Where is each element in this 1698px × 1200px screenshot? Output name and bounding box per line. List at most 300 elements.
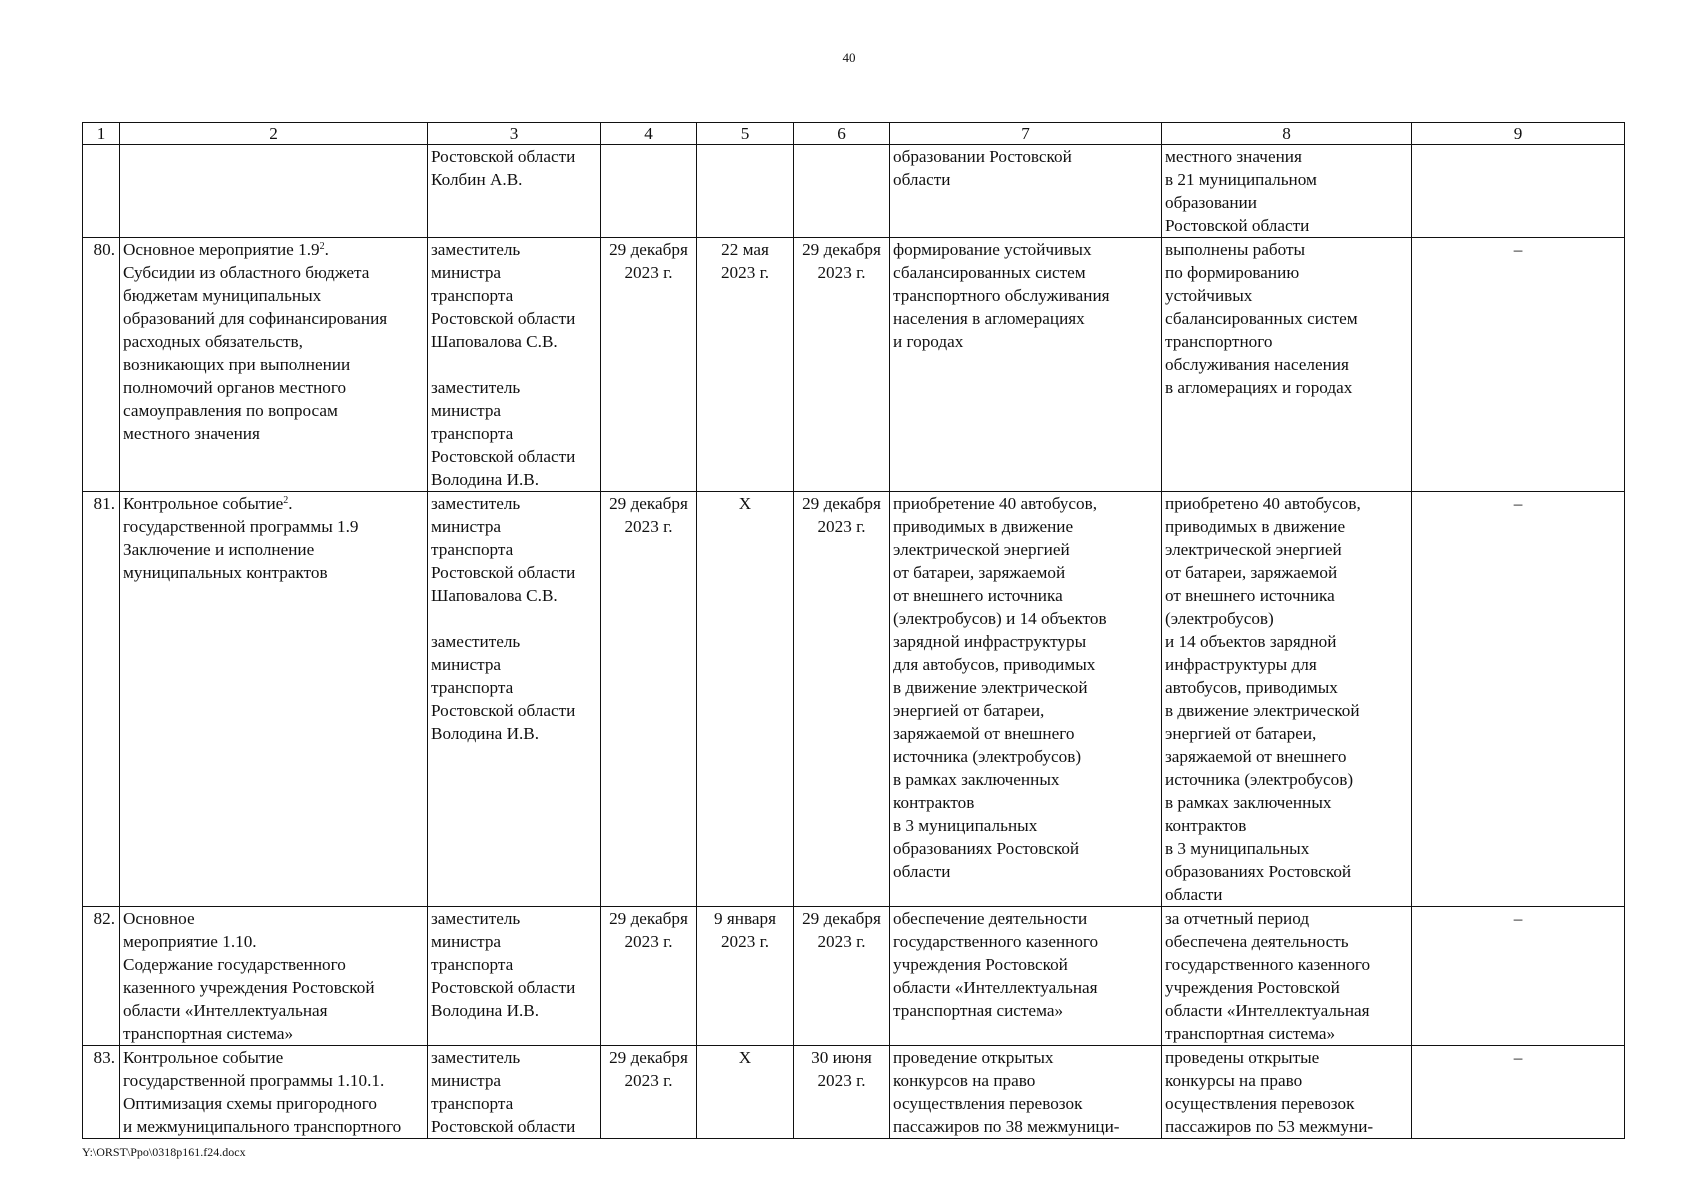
cell-text-line bbox=[795, 515, 888, 538]
cell-text: государственного казенного bbox=[1165, 955, 1371, 974]
actual-date-cell bbox=[794, 907, 890, 1046]
header-col-6: 6 bbox=[794, 123, 890, 145]
cell-text: министра bbox=[431, 401, 502, 420]
cell-text-line bbox=[431, 238, 597, 261]
cell-text-line bbox=[1165, 330, 1408, 353]
planned-date-cell bbox=[601, 238, 697, 492]
cell-text-line bbox=[123, 515, 424, 538]
cell-text-line bbox=[602, 261, 695, 284]
note-cell: – bbox=[1412, 238, 1625, 492]
cell-text-line bbox=[123, 284, 424, 307]
cell-text: и 14 объектов зарядной bbox=[1165, 632, 1337, 651]
cell-text-line bbox=[1165, 238, 1408, 261]
cell-text-line bbox=[123, 907, 424, 930]
cell-text-line bbox=[795, 261, 888, 284]
cell-text: муниципальных контрактов bbox=[123, 563, 328, 582]
cell-text: пассажиров по 53 межмуни- bbox=[1165, 1117, 1374, 1136]
cell-text-line bbox=[893, 1069, 1158, 1092]
planned-result-cell bbox=[890, 492, 1162, 907]
responsible-cell bbox=[428, 492, 601, 907]
start-date-cell bbox=[697, 238, 794, 492]
cell-text: осуществления перевозок bbox=[1165, 1094, 1355, 1113]
cell-text: транспорта bbox=[431, 678, 514, 697]
superscript-suffix: . bbox=[324, 240, 329, 259]
cell-text: 9 января bbox=[713, 909, 776, 928]
cell-text: Содержание государственного bbox=[123, 955, 346, 974]
cell-text: в 21 муниципальном bbox=[1165, 170, 1317, 189]
cell-text-line bbox=[893, 607, 1158, 630]
cell-text-line bbox=[893, 1046, 1158, 1069]
cell-text: выполнены работы bbox=[1165, 240, 1306, 259]
cell-text: Ростовской области bbox=[431, 1117, 576, 1136]
actual-date-cell bbox=[794, 492, 890, 907]
cell-text-line bbox=[123, 1069, 424, 1092]
cell-text: заместитель bbox=[431, 632, 521, 651]
cell-text: автобусов, приводимых bbox=[1165, 678, 1338, 697]
cell-text: заряжаемой от внешнего bbox=[1165, 747, 1347, 766]
cell-text-line bbox=[123, 353, 424, 376]
cell-text: Володина И.В. bbox=[431, 470, 540, 489]
cell-text-line bbox=[431, 676, 597, 699]
cell-text: Шаповалова С.В. bbox=[431, 332, 558, 351]
cell-text: транспорта bbox=[431, 424, 514, 443]
cell-text: 2023 г. bbox=[624, 263, 673, 282]
cell-text: Ростовской области bbox=[431, 701, 576, 720]
cell-text: Володина И.В. bbox=[431, 1001, 540, 1020]
cell-text-line bbox=[1165, 953, 1408, 976]
cell-text-line bbox=[698, 930, 792, 953]
cell-text-line bbox=[1165, 1092, 1408, 1115]
header-col-4: 4 bbox=[601, 123, 697, 145]
cell-text-line bbox=[1165, 284, 1408, 307]
cell-text-line bbox=[1165, 1046, 1408, 1069]
cell-text: Ростовской области bbox=[431, 978, 576, 997]
cell-text: приобретение 40 автобусов, bbox=[893, 494, 1098, 513]
cell-text-line bbox=[431, 515, 597, 538]
cell-text: Субсидии из областного бюджета bbox=[123, 263, 370, 282]
note-cell bbox=[1412, 145, 1625, 238]
cell-text: министра bbox=[431, 1071, 502, 1090]
superscript: 2 bbox=[319, 241, 325, 252]
cell-text-line bbox=[795, 492, 888, 515]
cell-text: 2023 г. bbox=[624, 932, 673, 951]
table-row bbox=[83, 238, 1625, 492]
cell-text: от батареи, заряжаемой bbox=[893, 563, 1066, 582]
cell-text-line bbox=[1165, 791, 1408, 814]
cell-text: возникающих при выполнении bbox=[123, 355, 351, 374]
cell-text-line bbox=[893, 492, 1158, 515]
cell-text-line bbox=[1165, 653, 1408, 676]
cell-text: для автобусов, приводимых bbox=[893, 655, 1096, 674]
cell-text: формирование устойчивых bbox=[893, 240, 1092, 259]
cell-text: области bbox=[893, 862, 951, 881]
cell-text: области «Интеллектуальная bbox=[893, 978, 1098, 997]
table-row bbox=[83, 492, 1625, 907]
cell-text-line bbox=[1165, 214, 1408, 237]
cell-text: заместитель bbox=[431, 240, 521, 259]
row-number: 82. bbox=[83, 907, 120, 1046]
cell-text-line bbox=[431, 492, 597, 515]
cell-text: 29 декабря bbox=[802, 240, 881, 259]
cell-text-line bbox=[893, 515, 1158, 538]
cell-text-line bbox=[123, 376, 424, 399]
cell-text-line bbox=[893, 676, 1158, 699]
cell-text: транспортная система» bbox=[123, 1024, 294, 1043]
cell-text-line bbox=[893, 630, 1158, 653]
cell-text-line bbox=[431, 561, 597, 584]
cell-text-line bbox=[1165, 837, 1408, 860]
cell-text: самоуправления по вопросам bbox=[123, 401, 338, 420]
cell-text-line bbox=[602, 907, 695, 930]
cell-text-line bbox=[123, 1092, 424, 1115]
event-name-cell bbox=[120, 1046, 428, 1139]
cell-text: 2023 г. bbox=[817, 263, 866, 282]
row-number: 81. bbox=[83, 492, 120, 907]
cell-text-line bbox=[893, 814, 1158, 837]
cell-text-line bbox=[1165, 353, 1408, 376]
cell-text: заместитель bbox=[431, 909, 521, 928]
cell-text: казенного учреждения Ростовской bbox=[123, 978, 375, 997]
row-number: 80. bbox=[83, 238, 120, 492]
cell-text-line bbox=[893, 907, 1158, 930]
cell-text-line bbox=[1165, 515, 1408, 538]
start-date-cell bbox=[697, 492, 794, 907]
cell-text: 29 декабря bbox=[802, 909, 881, 928]
cell-text: 29 декабря bbox=[609, 909, 688, 928]
cell-text: обеспечение деятельности bbox=[893, 909, 1088, 928]
cell-text-line bbox=[1165, 1115, 1408, 1138]
cell-text-line bbox=[123, 1046, 424, 1069]
cell-text-line bbox=[1165, 492, 1408, 515]
cell-text: Ростовской области bbox=[431, 447, 576, 466]
cell-text-line bbox=[123, 976, 424, 999]
cell-text: (электробусов) bbox=[1165, 609, 1274, 628]
cell-text: транспортного bbox=[1165, 332, 1273, 351]
cell-text-line bbox=[431, 907, 597, 930]
event-name-cell bbox=[120, 238, 428, 492]
cell-text: полномочий органов местного bbox=[123, 378, 347, 397]
cell-text-line bbox=[123, 561, 424, 584]
responsible-cell bbox=[428, 238, 601, 492]
cell-text: Х bbox=[738, 1048, 752, 1067]
note-cell: – bbox=[1412, 492, 1625, 907]
cell-text: 2023 г. bbox=[624, 517, 673, 536]
cell-text-line bbox=[123, 1115, 424, 1138]
cell-text-line bbox=[1165, 630, 1408, 653]
cell-text-line bbox=[1165, 907, 1408, 930]
cell-text-line bbox=[893, 261, 1158, 284]
cell-text-line bbox=[123, 307, 424, 330]
actual-result-cell bbox=[1162, 238, 1412, 492]
cell-text: образованиях Ростовской bbox=[893, 839, 1080, 858]
cell-text: пассажиров по 38 межмуници- bbox=[893, 1117, 1120, 1136]
planned-result-cell bbox=[890, 907, 1162, 1046]
start-date-cell bbox=[697, 145, 794, 238]
cell-text-line bbox=[893, 999, 1158, 1022]
cell-text: Х bbox=[738, 494, 752, 513]
cell-text: контрактов bbox=[1165, 816, 1247, 835]
cell-text: 2023 г. bbox=[720, 263, 770, 282]
cell-text: Ростовской области bbox=[431, 309, 576, 328]
start-date-cell bbox=[697, 907, 794, 1046]
cell-text: расходных обязательств, bbox=[123, 332, 303, 351]
cell-text-line bbox=[1165, 168, 1408, 191]
cell-text: Основное мероприятие 1.9 bbox=[123, 240, 320, 259]
cell-text-line bbox=[893, 745, 1158, 768]
cell-text: осуществления перевозок bbox=[893, 1094, 1083, 1113]
cell-text-line bbox=[1165, 376, 1408, 399]
cell-text: бюджетам муниципальных bbox=[123, 286, 322, 305]
cell-text: населения в агломерациях bbox=[893, 309, 1085, 328]
document-table bbox=[82, 122, 1625, 1139]
actual-date-cell bbox=[794, 1046, 890, 1139]
cell-text: министра bbox=[431, 655, 502, 674]
cell-text-line bbox=[123, 330, 424, 353]
cell-text: Контрольное событие bbox=[123, 1048, 284, 1067]
header-col-2: 2 bbox=[120, 123, 428, 145]
actual-result-cell bbox=[1162, 1046, 1412, 1139]
cell-text: контрактов bbox=[893, 793, 975, 812]
cell-text-line bbox=[431, 307, 597, 330]
cell-text: устойчивых bbox=[1165, 286, 1253, 305]
cell-text: в 3 муниципальных bbox=[1165, 839, 1310, 858]
cell-text: 29 декабря bbox=[609, 1048, 688, 1067]
planned-date-cell bbox=[601, 1046, 697, 1139]
blank-line bbox=[431, 353, 597, 376]
cell-text: Заключение и исполнение bbox=[123, 540, 315, 559]
planned-result-cell bbox=[890, 238, 1162, 492]
event-name-cell bbox=[120, 492, 428, 907]
cell-text: образованиях Ростовской bbox=[1165, 862, 1352, 881]
cell-text-line bbox=[1165, 999, 1408, 1022]
cell-text-line bbox=[602, 492, 695, 515]
cell-text: 22 мая bbox=[721, 240, 769, 259]
cell-text-line bbox=[893, 653, 1158, 676]
cell-text-line bbox=[893, 791, 1158, 814]
cell-text: транспорта bbox=[431, 1094, 514, 1113]
cell-text-line bbox=[123, 1022, 424, 1045]
cell-text-line bbox=[1165, 722, 1408, 745]
cell-text: электрической энергией bbox=[1165, 540, 1342, 559]
cell-text: 29 декабря bbox=[609, 240, 688, 259]
cell-text: 29 декабря bbox=[609, 494, 688, 513]
cell-text-line bbox=[602, 238, 695, 261]
cell-text: обеспечена деятельность bbox=[1165, 932, 1349, 951]
cell-text-line bbox=[123, 399, 424, 422]
cell-text-line bbox=[893, 953, 1158, 976]
cell-text-line bbox=[1165, 860, 1408, 883]
cell-text: заместитель bbox=[431, 494, 521, 513]
cell-text-line bbox=[123, 538, 424, 561]
cell-text-line bbox=[795, 238, 888, 261]
cell-text-line bbox=[602, 515, 695, 538]
cell-text-line bbox=[698, 492, 792, 515]
cell-text-line bbox=[431, 468, 597, 491]
cell-text-line bbox=[1165, 261, 1408, 284]
row-number: 83. bbox=[83, 1046, 120, 1139]
cell-text: области bbox=[893, 170, 951, 189]
cell-text: Ростовской области bbox=[431, 147, 576, 166]
cell-text-line bbox=[893, 930, 1158, 953]
cell-text-line bbox=[1165, 561, 1408, 584]
cell-text: Оптимизация схемы пригородного bbox=[123, 1094, 377, 1113]
header-col-3: 3 bbox=[428, 123, 601, 145]
cell-text: и межмуниципального транспортного bbox=[123, 1117, 402, 1136]
cell-text-line bbox=[431, 699, 597, 722]
superscript: 2 bbox=[283, 495, 289, 506]
cell-text-line bbox=[1165, 976, 1408, 999]
cell-text: в движение электрической bbox=[1165, 701, 1360, 720]
cell-text-line bbox=[893, 145, 1158, 168]
cell-text-line bbox=[602, 1069, 695, 1092]
cell-text-line bbox=[795, 1069, 888, 1092]
note-cell: – bbox=[1412, 1046, 1625, 1139]
cell-text-line bbox=[431, 168, 597, 191]
cell-text: Контрольное событие bbox=[123, 494, 284, 513]
cell-text: сбалансированных систем bbox=[1165, 309, 1358, 328]
cell-text-line bbox=[431, 653, 597, 676]
table-row bbox=[83, 1046, 1625, 1139]
actual-result-cell bbox=[1162, 907, 1412, 1046]
cell-text: области «Интеллектуальная bbox=[1165, 1001, 1370, 1020]
cell-text-line bbox=[602, 930, 695, 953]
cell-text: заряжаемой от внешнего bbox=[893, 724, 1075, 743]
cell-text: образований для софинансирования bbox=[123, 309, 388, 328]
cell-text: в рамках заключенных bbox=[893, 770, 1060, 789]
file-path-footer: Y:\ORST\Ppo\0318p161.f24.docx bbox=[82, 1145, 246, 1159]
cell-text-line bbox=[1165, 676, 1408, 699]
cell-text-line bbox=[123, 999, 424, 1022]
cell-text-line bbox=[431, 1115, 597, 1138]
cell-text-line bbox=[431, 145, 597, 168]
cell-text: источника (электробусов) bbox=[1165, 770, 1354, 789]
cell-text-line bbox=[431, 976, 597, 999]
cell-text-line bbox=[602, 1046, 695, 1069]
cell-text: по формированию bbox=[1165, 263, 1300, 282]
table-row bbox=[83, 907, 1625, 1046]
cell-text-line bbox=[123, 492, 424, 515]
cell-text-line bbox=[698, 238, 792, 261]
cell-text: образовании Ростовской bbox=[893, 147, 1072, 166]
cell-text-line bbox=[893, 1092, 1158, 1115]
cell-text: области «Интеллектуальная bbox=[123, 1001, 328, 1020]
note-cell: – bbox=[1412, 907, 1625, 1046]
start-date-cell bbox=[697, 1046, 794, 1139]
cell-text-line bbox=[893, 538, 1158, 561]
cell-text: транспортная система» bbox=[1165, 1024, 1336, 1043]
cell-text: Ростовской области bbox=[1165, 216, 1310, 235]
cell-text-line bbox=[123, 930, 424, 953]
header-col-8: 8 bbox=[1162, 123, 1412, 145]
actual-result-cell bbox=[1162, 145, 1412, 238]
cell-text-line bbox=[893, 561, 1158, 584]
cell-text: учреждения Ростовской bbox=[893, 955, 1068, 974]
cell-text: 29 декабря bbox=[802, 494, 881, 513]
cell-text: приводимых в движение bbox=[1165, 517, 1346, 536]
event-name-cell bbox=[120, 145, 428, 238]
cell-text-line bbox=[1165, 307, 1408, 330]
cell-text-line bbox=[893, 307, 1158, 330]
cell-text: Ростовской области bbox=[431, 563, 576, 582]
cell-text: транспортная система» bbox=[893, 1001, 1064, 1020]
cell-text-line bbox=[795, 1046, 888, 1069]
cell-text: проведение открытых bbox=[893, 1048, 1054, 1067]
cell-text: учреждения Ростовской bbox=[1165, 978, 1340, 997]
planned-result-cell bbox=[890, 145, 1162, 238]
header-col-9: 9 bbox=[1412, 123, 1625, 145]
cell-text-line bbox=[698, 907, 792, 930]
cell-text-line bbox=[893, 284, 1158, 307]
actual-date-cell bbox=[794, 238, 890, 492]
event-name-cell bbox=[120, 907, 428, 1046]
cell-text: энергией от батареи, bbox=[1165, 724, 1317, 743]
cell-text-line bbox=[698, 1046, 792, 1069]
cell-text-line bbox=[1165, 538, 1408, 561]
cell-text-line bbox=[1165, 883, 1408, 906]
cell-text: министра bbox=[431, 263, 502, 282]
cell-text: (электробусов) и 14 объектов bbox=[893, 609, 1107, 628]
cell-text-line bbox=[1165, 814, 1408, 837]
cell-text-line bbox=[431, 422, 597, 445]
cell-text-line bbox=[123, 238, 424, 261]
cell-text-line bbox=[698, 261, 792, 284]
cell-text: местного значения bbox=[123, 424, 260, 443]
planned-date-cell bbox=[601, 907, 697, 1046]
page-number: 40 bbox=[842, 50, 856, 65]
cell-text: министра bbox=[431, 932, 502, 951]
cell-text-line bbox=[1165, 145, 1408, 168]
cell-text: заместитель bbox=[431, 1048, 521, 1067]
cell-text-line bbox=[1165, 1069, 1408, 1092]
cell-text: от внешнего источника bbox=[893, 586, 1063, 605]
cell-text: приобретено 40 автобусов, bbox=[1165, 494, 1361, 513]
cell-text: транспорта bbox=[431, 286, 514, 305]
cell-text-line bbox=[1165, 607, 1408, 630]
cell-text: 2023 г. bbox=[817, 932, 866, 951]
cell-text: транспорта bbox=[431, 955, 514, 974]
cell-text: инфраструктуры для bbox=[1165, 655, 1317, 674]
cell-text: местного значения bbox=[1165, 147, 1302, 166]
header-col-7: 7 bbox=[890, 123, 1162, 145]
cell-text-line bbox=[893, 584, 1158, 607]
cell-text-line bbox=[431, 376, 597, 399]
cell-text: Шаповалова С.В. bbox=[431, 586, 558, 605]
cell-text-line bbox=[431, 261, 597, 284]
cell-text: конкурсы на право bbox=[1165, 1071, 1303, 1090]
blank-line bbox=[431, 607, 597, 630]
cell-text: образовании bbox=[1165, 193, 1257, 212]
cell-text: 30 июня bbox=[811, 1048, 872, 1067]
cell-text: обслуживания населения bbox=[1165, 355, 1349, 374]
cell-text: и городах bbox=[893, 332, 964, 351]
cell-text-line bbox=[431, 330, 597, 353]
cell-text-line bbox=[431, 1046, 597, 1069]
cell-text-line bbox=[431, 584, 597, 607]
cell-text: государственного казенного bbox=[893, 932, 1099, 951]
cell-text: сбалансированных систем bbox=[893, 263, 1086, 282]
cell-text: Колбин А.В. bbox=[431, 170, 523, 189]
cell-text-line bbox=[893, 168, 1158, 191]
cell-text-line bbox=[431, 1092, 597, 1115]
cell-text-line bbox=[123, 261, 424, 284]
cell-text-line bbox=[1165, 191, 1408, 214]
cell-text-line bbox=[431, 953, 597, 976]
cell-text-line bbox=[123, 422, 424, 445]
cell-text: от батареи, заряжаемой bbox=[1165, 563, 1338, 582]
cell-text: государственной программы 1.10.1. bbox=[123, 1071, 385, 1090]
cell-text: 2023 г. bbox=[817, 517, 866, 536]
cell-text-line bbox=[1165, 745, 1408, 768]
